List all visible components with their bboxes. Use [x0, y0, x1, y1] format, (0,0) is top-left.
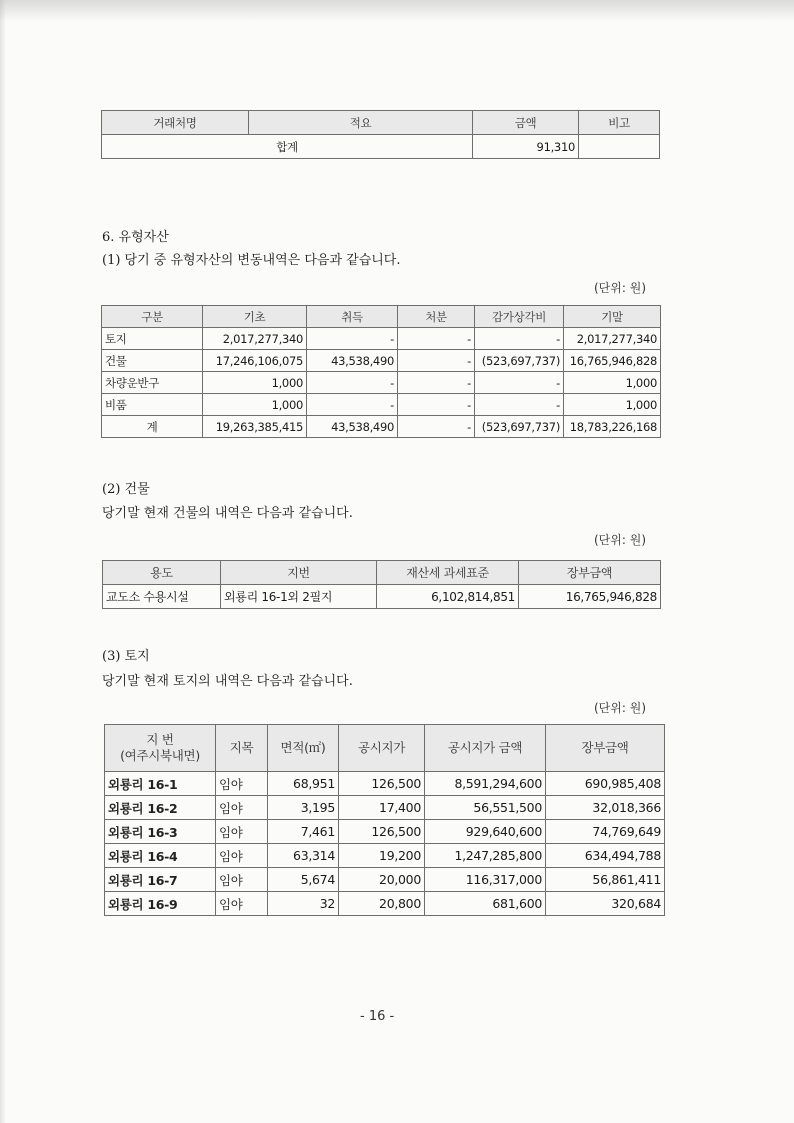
cell: 19,200 [339, 844, 425, 868]
table-row [103, 585, 661, 609]
unit-label: (단위: 원) [594, 533, 646, 547]
cell: 126,500 [339, 772, 425, 796]
table-row [105, 844, 665, 868]
column-header: 장부금액 [519, 561, 661, 585]
header-line: 지 번 [146, 732, 174, 747]
column-header: 기말 [564, 306, 661, 328]
cell: (523,697,737) [475, 416, 564, 438]
cell: 1,000 [203, 372, 307, 394]
total-remark [579, 135, 660, 159]
table-row [105, 796, 665, 820]
cell: 2,017,277,340 [564, 328, 661, 350]
column-header: 기초 [203, 306, 307, 328]
cell: - [307, 372, 398, 394]
table-header-row [105, 725, 665, 772]
cell: 임야 [216, 820, 268, 844]
cell: - [475, 394, 564, 416]
cell: 2,017,277,340 [203, 328, 307, 350]
column-header: 비고 [579, 111, 660, 135]
table-row [105, 820, 665, 844]
section-heading: (3) 토지 [102, 649, 150, 664]
cell: - [398, 350, 475, 372]
cell: 929,640,600 [425, 820, 546, 844]
cell: 외룡리 16-1 [105, 772, 216, 796]
cell: - [398, 328, 475, 350]
cell: 32 [268, 892, 339, 916]
cell: - [307, 328, 398, 350]
cell: 임야 [216, 892, 268, 916]
cell: 1,000 [564, 394, 661, 416]
cell: 56,861,411 [546, 868, 665, 892]
cell: 74,769,649 [546, 820, 665, 844]
unit-label: (단위: 원) [594, 281, 646, 295]
column-header: 지번 [221, 561, 377, 585]
cell: 20,800 [339, 892, 425, 916]
cell: 외룡리 16-1외 2필지 [221, 585, 377, 609]
cell: 1,247,285,800 [425, 844, 546, 868]
expense-table [101, 110, 660, 159]
column-header: 지목 [216, 725, 268, 772]
table-row [102, 328, 661, 350]
column-header: 적요 [249, 111, 473, 135]
cell: 임야 [216, 844, 268, 868]
cell: 20,000 [339, 868, 425, 892]
table-row [102, 394, 661, 416]
cell: 320,684 [546, 892, 665, 916]
cell: 1,000 [203, 394, 307, 416]
header-line: (여주시북내면) [120, 748, 200, 763]
cell: 외룡리 16-9 [105, 892, 216, 916]
tangible-assets-table [101, 305, 661, 438]
cell: 681,600 [425, 892, 546, 916]
cell: 16,765,946,828 [564, 350, 661, 372]
cell: 18,783,226,168 [564, 416, 661, 438]
cell: 43,538,490 [307, 350, 398, 372]
cell: 외룡리 16-4 [105, 844, 216, 868]
cell: 43,538,490 [307, 416, 398, 438]
cell: 16,765,946,828 [519, 585, 661, 609]
column-header: 취득 [307, 306, 398, 328]
total-amount: 91,310 [473, 135, 579, 159]
cell: - [398, 416, 475, 438]
cell: 3,195 [268, 796, 339, 820]
table-header-row [102, 111, 660, 135]
column-header: 처분 [398, 306, 475, 328]
land-table [104, 724, 665, 916]
table-row [102, 350, 661, 372]
cell: 116,317,000 [425, 868, 546, 892]
cell: 56,551,500 [425, 796, 546, 820]
cell: 임야 [216, 796, 268, 820]
cell: 임야 [216, 868, 268, 892]
cell: 634,494,788 [546, 844, 665, 868]
cell: 비품 [102, 394, 203, 416]
column-header: 공시지가 금액 [425, 725, 546, 772]
column-header: 재산세 과세표준 [377, 561, 519, 585]
cell: 외룡리 16-2 [105, 796, 216, 820]
column-header: 구분 [102, 306, 203, 328]
table-row [105, 772, 665, 796]
scan-shadow-top [0, 0, 794, 22]
cell: 690,985,408 [546, 772, 665, 796]
cell: 17,400 [339, 796, 425, 820]
cell: - [307, 394, 398, 416]
cell: 5,674 [268, 868, 339, 892]
cell: - [398, 372, 475, 394]
column-header: 공시지가 [339, 725, 425, 772]
column-header: 면적(㎡) [268, 725, 339, 772]
cell: 외룡리 16-3 [105, 820, 216, 844]
cell: 17,246,106,075 [203, 350, 307, 372]
cell: 교도소 수용시설 [103, 585, 221, 609]
column-header: 감가상각비 [475, 306, 564, 328]
column-header: 장부금액 [546, 725, 665, 772]
cell: 임야 [216, 772, 268, 796]
cell: 32,018,366 [546, 796, 665, 820]
cell: 토지 [102, 328, 203, 350]
cell: 계 [102, 416, 203, 438]
section-heading: 6. 유형자산 [102, 230, 169, 245]
cell: (523,697,737) [475, 350, 564, 372]
table-header-row [103, 561, 661, 585]
section-subtitle: (1) 당기 중 유형자산의 변동내역은 다음과 같습니다. [102, 253, 401, 268]
section-description: 당기말 현재 건물의 내역은 다음과 같습니다. [102, 506, 353, 521]
cell: 7,461 [268, 820, 339, 844]
total-row [102, 135, 660, 159]
column-header: 용도 [103, 561, 221, 585]
section-description: 당기말 현재 토지의 내역은 다음과 같습니다. [102, 674, 353, 689]
column-header: 거래처명 [102, 111, 249, 135]
column-header [105, 725, 216, 772]
cell: 외룡리 16-7 [105, 868, 216, 892]
building-table [102, 560, 661, 609]
cell: 건물 [102, 350, 203, 372]
page-number: - 16 - [360, 1009, 395, 1024]
cell: - [398, 394, 475, 416]
cell: - [475, 328, 564, 350]
cell: 8,591,294,600 [425, 772, 546, 796]
cell: 19,263,385,415 [203, 416, 307, 438]
cell: 126,500 [339, 820, 425, 844]
cell: 1,000 [564, 372, 661, 394]
scan-shadow-left [0, 0, 6, 1123]
table-row [105, 892, 665, 916]
cell: - [475, 372, 564, 394]
cell: 차량운반구 [102, 372, 203, 394]
unit-label: (단위: 원) [594, 701, 646, 715]
cell: 63,314 [268, 844, 339, 868]
table-row [102, 372, 661, 394]
table-row [105, 868, 665, 892]
total-label: 합계 [102, 135, 473, 159]
column-header: 금액 [473, 111, 579, 135]
table-header-row [102, 306, 661, 328]
total-row [102, 416, 661, 438]
section-heading: (2) 건물 [102, 482, 150, 497]
cell: 68,951 [268, 772, 339, 796]
cell: 6,102,814,851 [377, 585, 519, 609]
